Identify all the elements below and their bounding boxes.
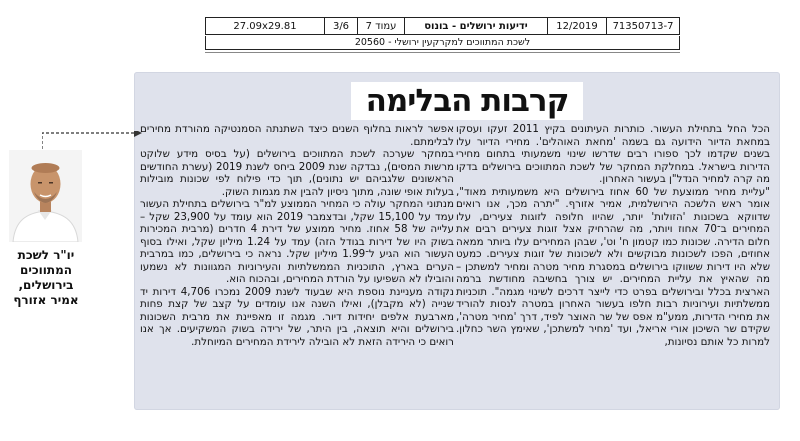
photo-caption bbox=[6, 248, 86, 308]
item-id: 71350713-7 bbox=[606, 18, 679, 34]
caption-line: יו"ר לשכת bbox=[17, 248, 75, 262]
caption-line: אמיר אזורף bbox=[13, 293, 79, 307]
caption-line: המתווכים bbox=[19, 263, 73, 277]
caption-line: בירושלים, bbox=[18, 278, 74, 292]
article-column-right bbox=[456, 123, 770, 409]
paragraph: מנתוני המחקר עולה כי המחיר הממוצע למ"ר בירושלים בתחילת העשור עמד על 15,100 שקל, ובדצמבר 2019 הוא עומד על 23,900 שקל – עלייה של 58 אחוז. מחיר ממוצע של דירת 4 חדרים (מרבית המכירות בשוק היו של דירות בגודל הזה) עמד על 1.24 מיליון שקל, ואילו בסוף העשור הוא הגיע ל־1.99 מיליון שקל. נראה כי בירושלים, כמו במרבית הערים בארץ, התוכניות הממשלתיות והעירוניות המגוונות לא נשמעו והובילו לא השפיעו על הורדת המחירים, ובהכוח הוא. bbox=[140, 198, 454, 285]
issue-date: 12/2019 bbox=[547, 18, 606, 34]
paragraph: הכל החל בתחילת העשור. כותרות העיתונים בקיץ 2011 זעקו ועסקו במחאת הדיור הידועה גם בשמה 'מחאת האוהלים'. מחירי הדיור עלו בשנים שקדמו לכך ספורו רבים שדרשו שינוי משמעותי בתחום מחירי הדירות בישראל. במחלקת המחקר של לשכת המתווכים בירושלים בדקו מה קרה למחיר הנדל"ן בעשור האחרון. bbox=[456, 123, 770, 185]
client-line: לשכת המתווכים למקרקעין ירושלי - 20560 bbox=[205, 36, 680, 50]
page-number: עמוד 7 bbox=[357, 18, 404, 34]
publication-name: ידיעות ירושלים - בונוס bbox=[404, 18, 547, 34]
article-column-left bbox=[140, 123, 454, 363]
divider bbox=[205, 52, 680, 53]
paragraph: אפשר לראות בחלוף השנים כיצד השתנתה הסמנטיקה מהורדת מחירים לבלימתם. bbox=[140, 123, 454, 148]
paragraph: "עליית מחיר ממוצעת של 60 אחוז בירושלים היא משמעותית מאוד", אומר ראש הלשכה הירושלמית, אמיר אזורף. "יתרה מכך, אנו רואים שדווקא בשכונות 'הזולות' יותר, שהיוו חלופה לזוגות צעירים, עלו המחירים ב־70 אחוז ויותר, מה שהרחיק אצל זוגות צעירים רבים את חלום הדירה. שכונות כמו קטמון ח' וט', שבהן המחירים עלו ביותר ממאה אחוזים, הפכו לשכונות מבוקשים ולא לשכונות של זוגות צעירים. כמעט שלא היו דירות ששווקו בירושלים במסגרת מחיר מטרה ומחיר למשתכן – מה שהאיץ את עליית המחירים. יש צורך בחשיבה מחודשת ברמה הארצית בכלל ובירושלים בפרט כדי לייצר דרכים לשינוי מגמה". תוכניות ממשלתיות ועירוניות רבות חלפו בעשור האחרון במטרה לנסות להוריד את מחירי הדירות, ממע"מ אפס של שר האוצר לפיד, דרך 'מחיר מטרה', שקידם שר השיכון אורי אריאל, ועד 'מחיר למשתכן', שאימץ השר כחלון. למרות כל אותם נסיונות, bbox=[456, 185, 770, 348]
paragraph: נקודה מעניינת נוספת היא שבעוד לשנת 2009 נמכרו 4,706 דירות יד שנייה (לא מקבלן), ואילו השנה אנו עומדים על קצב של קצת פחות מארבעת אלפים יחידות דיור. מגמה זו מאפיינת את מרבית השכונות בירושלים והיא תוצאה, בין היתר, של ירידה בשוק המשקיעים. אך אנו רואים כי הירידה הזאת לא הובילה לירידת המחירים המיוחלת. bbox=[140, 285, 454, 348]
portrait-photo bbox=[9, 150, 82, 242]
paragraph: במחקר שערכה לשכת המתווכים בירושלים (על בסיס מידע שלוקט מרשות המסים), נבדקה שנת 2009 ביחס לשנת 2019 (עשרת החודשים הראשונים שלגביהם יש נתונים), תוך כדי פילוח לפי שכונות מובילות בעלות אופי שונה, מתוך ניסיון להבין את מגמות השוק. bbox=[140, 148, 454, 198]
article-headline: קרבות הבלימה bbox=[365, 83, 569, 119]
page-fraction: 3/6 bbox=[324, 18, 357, 34]
clipping-header bbox=[205, 17, 680, 35]
clip-size: 27.09x29.81 bbox=[233, 21, 297, 32]
